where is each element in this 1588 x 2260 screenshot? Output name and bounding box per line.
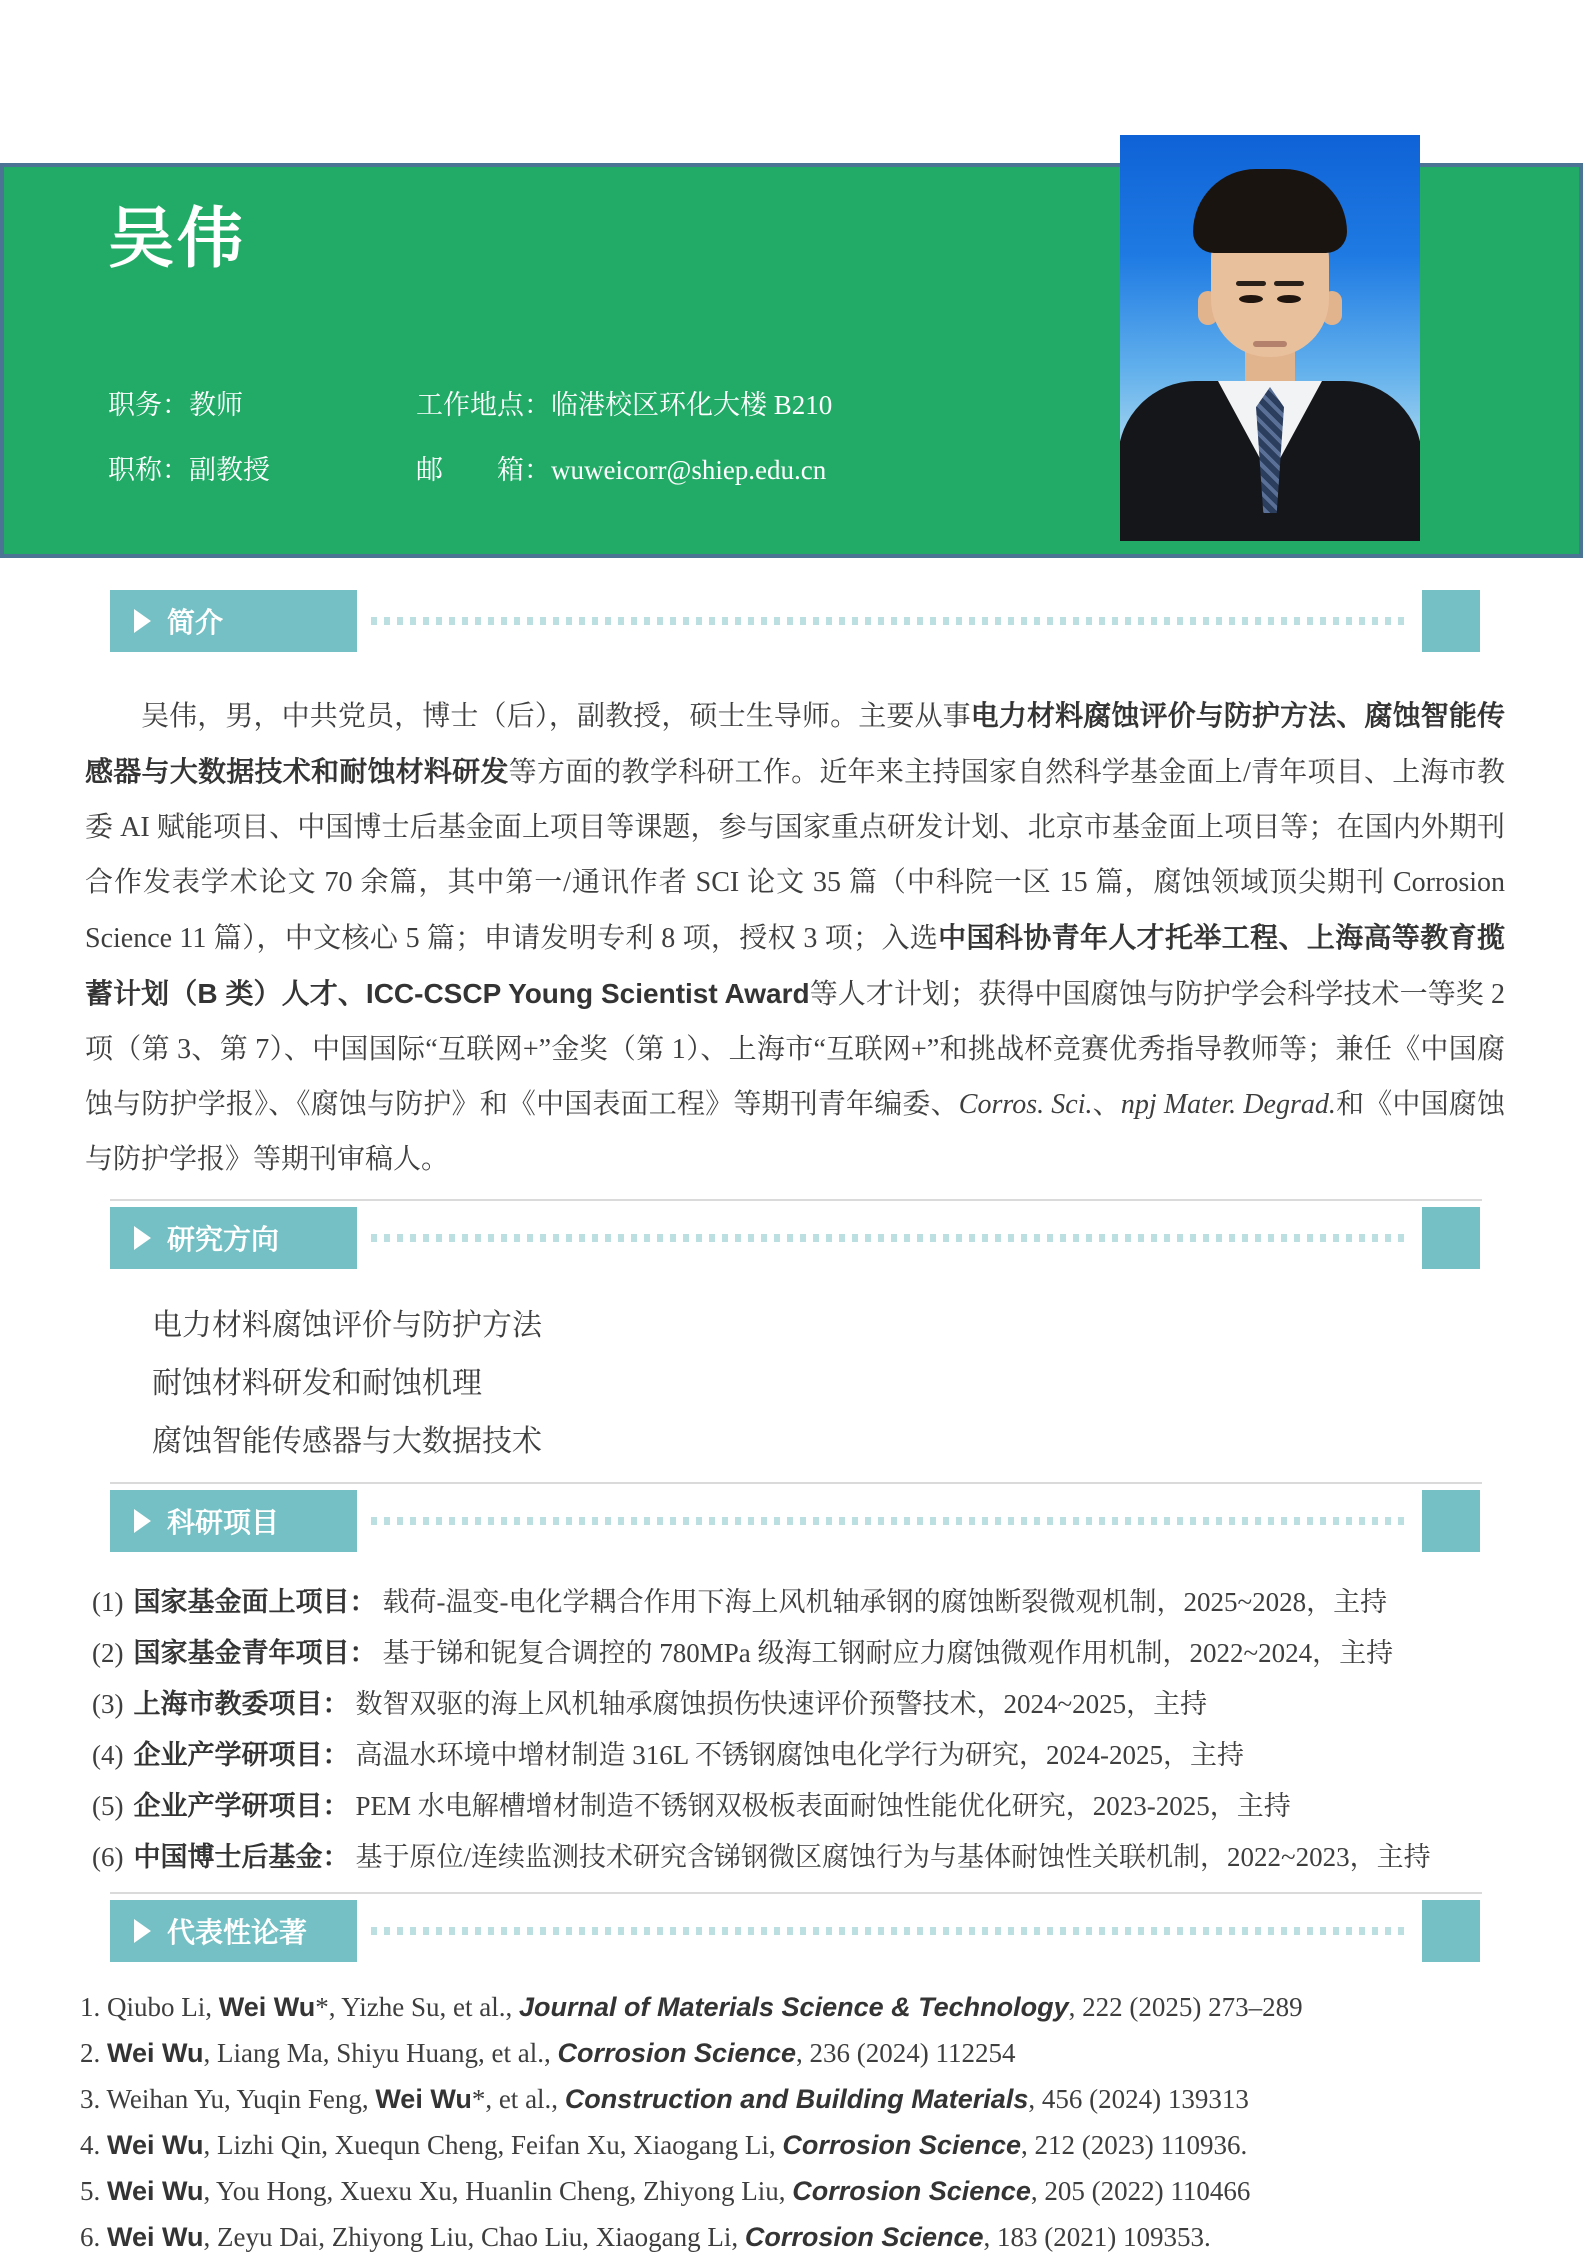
person-name: 吴伟 [108,201,246,275]
profile-photo [1120,135,1420,541]
text-segment: Construction and Building Materials [564,2084,1029,2114]
project-category-label: 企业产学研项目： [133,1791,350,1821]
section-title: 科研项目 [167,1507,280,1538]
text-segment: Wei Wu [107,2222,204,2252]
section-label-publications [110,1900,357,1962]
dotted-divider [371,617,1410,625]
teal-end-square [1422,1207,1480,1269]
section-header-projects [110,1490,1480,1552]
project-number: (5) [92,1791,124,1821]
title-field [108,448,416,487]
info-row [108,383,1099,422]
section-top-rule [110,1199,1482,1201]
photo-hair [1193,169,1347,253]
project-category-label: 企业产学研项目： [133,1740,350,1770]
section-title: 代表性论著 [167,1917,308,1948]
text-segment: 中国科协青年人才托举工程、上海高等教育揽蓄计划（B 类）人才、ICC-CSCP Young Scientist Award [85,922,1505,1009]
section-top-rule [110,1892,1482,1894]
photo-eyebrow [1274,281,1304,286]
publication-item [80,2122,1518,2168]
triangle-arrow-icon [134,1919,151,1943]
publication-item [80,2214,1518,2260]
email-field [416,448,826,487]
workplace-value: 临港校区环化大楼 B210 [551,390,833,420]
text-segment: , 236 (2024) 112254 [796,2038,1016,2068]
text-segment: , 456 (2024) 139313 [1028,2084,1249,2114]
project-number: (2) [92,1638,124,1668]
workplace-field [416,383,832,422]
text-segment: *, et al., [471,2084,565,2114]
text-segment: 、 [1092,1089,1121,1120]
project-item [92,1679,1518,1730]
section-label-projects [110,1490,357,1552]
project-number: (3) [92,1689,124,1719]
dotted-divider [371,1517,1410,1525]
research-direction-item: 电力材料腐蚀评价与防护方法 [152,1309,542,1342]
project-category-label: 中国博士后基金： [133,1842,350,1872]
project-description: 载荷-温变-电化学耦合作用下海上风机轴承钢的腐蚀断裂微观机制，2025~2028，主持 [382,1587,1388,1617]
section-label-research [110,1207,357,1269]
title-label: 职称： [108,455,189,485]
text-segment: Wei Wu [107,2038,204,2068]
text-segment: , 183 (2021) 109353. [983,2222,1211,2252]
triangle-arrow-icon [134,1226,151,1250]
publication-item [80,2076,1518,2122]
text-segment: Wei Wu [107,2130,204,2160]
workplace-label: 工作地点： [416,390,551,420]
research-direction-item: 腐蚀智能传感器与大数据技术 [152,1425,542,1458]
text-segment: , Lizhi Qin, Xuequn Cheng, Feifan Xu, Xiaogang Li, [203,2130,783,2160]
publication-item [80,2030,1518,2076]
text-segment: 电力材料腐蚀评价与防护方法、腐蚀智能传感器与大数据技术和耐蚀材料研发 [85,700,1505,787]
project-category-label: 国家基金面上项目： [133,1587,377,1617]
text-segment: 5. [80,2176,107,2206]
project-category-label: 上海市教委项目： [133,1689,350,1719]
project-item [92,1781,1518,1832]
section-header-publications [110,1900,1480,1962]
photo-eyebrow [1236,281,1266,286]
banner-info-grid [108,383,1099,513]
text-segment: Wei Wu [107,2176,204,2206]
project-item [92,1628,1518,1679]
publication-list [80,1984,1518,2260]
project-category-label: 国家基金青年项目： [133,1638,377,1668]
position-value: 教师 [189,390,243,420]
triangle-arrow-icon [134,609,151,633]
dotted-divider [371,1234,1410,1242]
text-segment: *, Yizhe Su, et al., [315,1992,519,2022]
text-segment: 2. [80,2038,107,2068]
teal-end-square [1422,1490,1480,1552]
research-direction-item: 耐蚀材料研发和耐蚀机理 [152,1367,482,1400]
project-description: 数智双驱的海上风机轴承腐蚀损伤快速评价预警技术，2024~2025，主持 [355,1689,1208,1719]
text-segment: Corrosion Science [782,2130,1021,2160]
section-title: 简介 [167,607,224,638]
intro-paragraph [85,688,1505,1187]
text-segment: Corrosion Science [557,2038,797,2068]
text-segment: npj Mater. Degrad. [1120,1089,1336,1120]
email-value[interactable]: wuweicorr@shiep.edu.cn [551,455,827,485]
text-segment: Wei Wu [375,2084,472,2114]
dotted-divider [371,1927,1410,1935]
text-segment: 3. Weihan Yu, Yuqin Feng, [80,2084,376,2114]
section-header-intro [110,590,1480,652]
text-segment: Corros. Sci. [958,1089,1093,1120]
text-segment: Wei Wu [218,1992,316,2022]
project-list [92,1577,1518,1883]
teal-end-square [1422,590,1480,652]
text-segment: , Zeyu Dai, Zhiyong Liu, Chao Liu, Xiaogang Li, [203,2222,745,2252]
text-segment: 等人才计划；获得中国腐蚀与防护学会科学技术一等奖 2 项（第 3、第 7）、中国国际“互联网+”金奖（第 1）、上海市“互联网+”和挑战杯竞赛优秀指导教师等；兼任《中国腐蚀与防护学报》、《腐蚀与防护》和《中国表面工程》等期刊青年编委、 [85,979,1505,1120]
position-field [108,383,416,422]
project-number: (4) [92,1740,124,1770]
text-segment: 6. [80,2222,107,2252]
project-item [92,1832,1518,1883]
project-description: 基于锑和铌复合调控的 780MPa 级海工钢耐应力腐蚀微观作用机制，2022~2024，主持 [382,1638,1394,1668]
info-row [108,448,1099,487]
section-label-intro [110,590,357,652]
text-segment: 吴伟，男，中共党员，博士（后），副教授，硕士生导师。主要从事 [141,701,971,732]
title-value: 副教授 [189,455,270,485]
text-segment: , Liang Ma, Shiyu Huang, et al., [203,2038,558,2068]
text-segment: 4. [80,2130,107,2160]
photo-mouth [1253,341,1287,347]
research-direction-list [152,1297,1505,1471]
section-title: 研究方向 [167,1224,280,1255]
project-description: PEM 水电解槽增材制造不锈钢双极板表面耐蚀性能优化研究，2023-2025，主持 [355,1791,1291,1821]
publication-item [80,2168,1518,2214]
project-number: (6) [92,1842,124,1872]
text-segment: 等方面的教学科研工作。近年来主持国家自然科学基金面上/青年项目、上海市教委 AI 赋能项目、中国博士后基金面上项目等课题，参与国家重点研发计划、北京市基金面上项目等；在国内外期刊合作发表学术论文 70 余篇，其中第一/通讯作者 SCI 论文 35 篇（中科院一区 15 篇，腐蚀领域顶尖期刊 Corrosion Science 11 篇），中文核心 5 篇；申请发明专利 8 项，授权 3 项；入选 [85,757,1505,954]
section-top-rule [110,1482,1482,1484]
photo-eye [1239,295,1263,303]
text-segment: , 222 (2025) 273–289 [1068,1992,1303,2022]
project-number: (1) [92,1587,124,1617]
project-description: 基于原位/连续监测技术研究含锑钢微区腐蚀行为与基体耐蚀性关联机制，2022~2023，主持 [355,1842,1431,1872]
text-segment: Corrosion Science [792,2176,1031,2206]
text-segment: Journal of Materials Science & Technology [518,1992,1069,2022]
text-segment: 和《中国腐蚀与防护学报》等期刊审稿人。 [85,1089,1505,1175]
text-segment: , 205 (2022) 110466 [1030,2176,1251,2206]
text-segment: , 212 (2023) 110936. [1021,2130,1248,2160]
project-item [92,1730,1518,1781]
text-segment: 1. Qiubo Li, [80,1992,219,2022]
teal-end-square [1422,1900,1480,1962]
position-label: 职务： [108,390,189,420]
project-description: 高温水环境中增材制造 316L 不锈钢腐蚀电化学行为研究，2024-2025，主持 [355,1740,1244,1770]
triangle-arrow-icon [134,1509,151,1533]
email-label: 邮 箱： [416,455,551,485]
text-segment: Corrosion Science [744,2222,984,2252]
text-segment: , You Hong, Xuexu Xu, Huanlin Cheng, Zhiyong Liu, [203,2176,793,2206]
publication-item [80,1984,1518,2030]
project-item [92,1577,1518,1628]
section-header-research [110,1207,1480,1269]
photo-eye [1277,295,1301,303]
